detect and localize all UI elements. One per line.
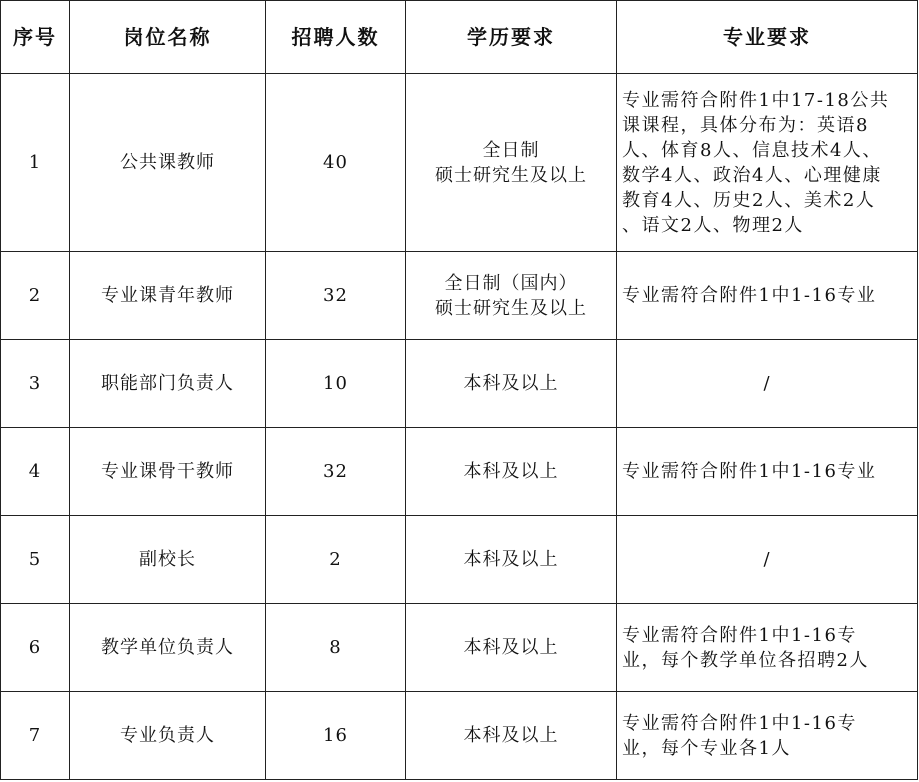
cell-major <box>617 252 918 340</box>
table-body <box>1 74 918 780</box>
cell-education <box>406 604 617 692</box>
cell-count: 10 <box>266 340 406 428</box>
cell-education <box>406 74 617 252</box>
cell-education <box>406 692 617 780</box>
major-line: 教育4人、历史2人、美术2人 <box>622 189 876 211</box>
cell-no: 4 <box>1 428 70 516</box>
table-row <box>1 252 918 340</box>
education-line: 本科及以上 <box>463 549 559 570</box>
cell-no: 3 <box>1 340 70 428</box>
cell-major <box>617 74 918 252</box>
cell-no: 6 <box>1 604 70 692</box>
cell-major <box>617 604 918 692</box>
major-line: 专业需符合附件1中1-16专业 <box>622 285 877 306</box>
education-line: 全日制（国内） <box>444 272 578 294</box>
header-no: 序号 <box>1 1 70 74</box>
cell-education <box>406 252 617 340</box>
cell-education <box>406 516 617 604</box>
cell-count: 2 <box>266 516 406 604</box>
major-line: 业，每个专业各1人 <box>622 737 791 759</box>
header-count: 招聘人数 <box>266 1 406 74</box>
cell-count: 32 <box>266 428 406 516</box>
header-row <box>1 1 918 74</box>
cell-position: 公共课教师 <box>70 74 266 252</box>
table-row <box>1 516 918 604</box>
major-line: 业，每个教学单位各招聘2人 <box>622 649 869 671</box>
education-line: 本科及以上 <box>463 725 559 746</box>
cell-major <box>617 692 918 780</box>
major-line: 专业需符合附件1中1-16专业 <box>622 461 877 482</box>
education-line: 硕士研究生及以上 <box>435 297 587 319</box>
cell-count: 32 <box>266 252 406 340</box>
cell-count: 16 <box>266 692 406 780</box>
cell-count: 40 <box>266 74 406 252</box>
cell-position: 副校长 <box>70 516 266 604</box>
header-major: 专业要求 <box>617 1 918 74</box>
table-row <box>1 74 918 252</box>
education-line: 本科及以上 <box>463 637 559 658</box>
cell-education <box>406 340 617 428</box>
cell-position: 专业负责人 <box>70 692 266 780</box>
cell-education <box>406 428 617 516</box>
cell-no: 1 <box>1 74 70 252</box>
education-line: 本科及以上 <box>463 461 559 482</box>
major-line: 数学4人、政治4人、心理健康 <box>622 164 882 186</box>
cell-position: 专业课青年教师 <box>70 252 266 340</box>
education-line: 全日制 <box>482 139 540 161</box>
cell-position: 教学单位负责人 <box>70 604 266 692</box>
major-line: / <box>763 549 771 570</box>
cell-no: 2 <box>1 252 70 340</box>
education-line: 本科及以上 <box>463 373 559 394</box>
education-line: 硕士研究生及以上 <box>435 164 587 186</box>
table-row <box>1 604 918 692</box>
major-line: 专业需符合附件1中1-16专 <box>622 624 857 646</box>
cell-position: 职能部门负责人 <box>70 340 266 428</box>
major-line: 专业需符合附件1中17-18公共 <box>622 89 890 111</box>
table-row <box>1 428 918 516</box>
cell-major <box>617 340 918 428</box>
cell-no: 7 <box>1 692 70 780</box>
major-line: 、语文2人、物理2人 <box>622 214 804 236</box>
cell-major <box>617 428 918 516</box>
cell-count: 8 <box>266 604 406 692</box>
major-line: / <box>763 373 771 394</box>
cell-major <box>617 516 918 604</box>
major-line: 专业需符合附件1中1-16专 <box>622 712 857 734</box>
major-line: 课课程，具体分布为：英语8 <box>622 114 869 136</box>
table-row <box>1 340 918 428</box>
header-education: 学历要求 <box>406 1 617 74</box>
cell-no: 5 <box>1 516 70 604</box>
cell-position: 专业课骨干教师 <box>70 428 266 516</box>
table-row <box>1 692 918 780</box>
header-position: 岗位名称 <box>70 1 266 74</box>
major-line: 人、体育8人、信息技术4人、 <box>622 139 882 161</box>
